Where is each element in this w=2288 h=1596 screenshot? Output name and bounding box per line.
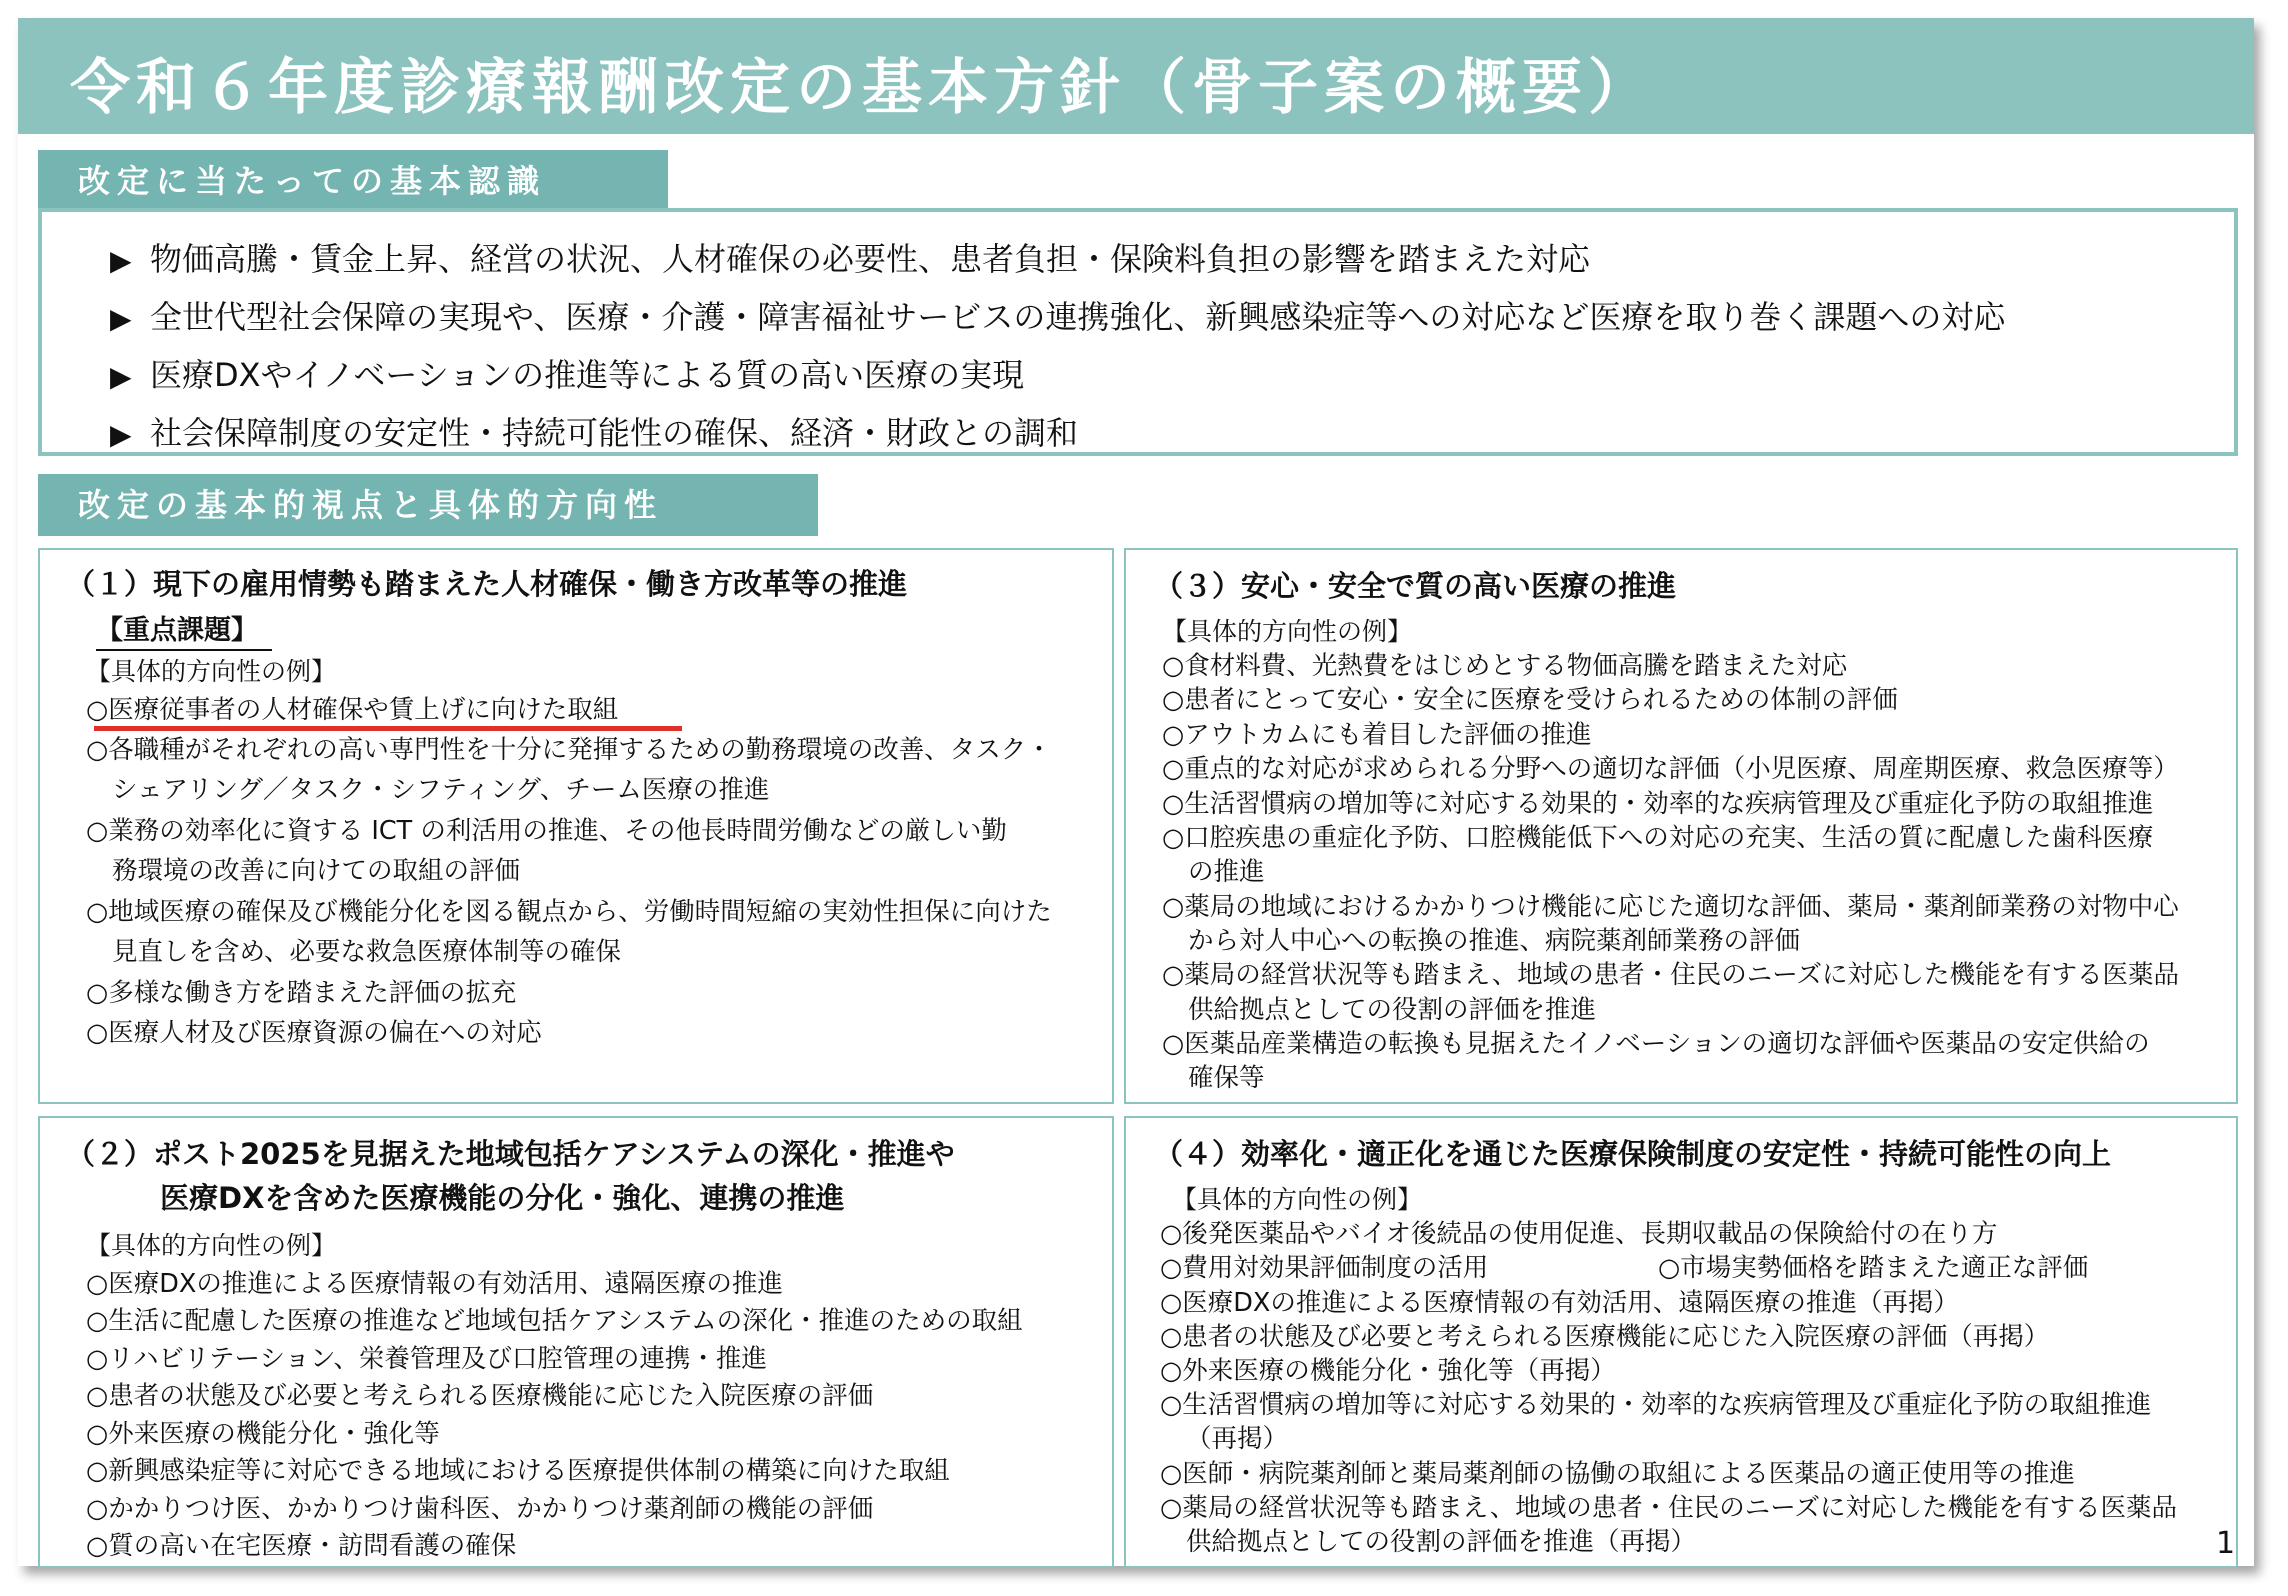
recognition-label: 改定に当たっての基本認識	[38, 150, 668, 212]
page-title: 令和６年度診療報酬改定の基本方針（骨子案の概要）	[70, 53, 1654, 123]
triangle-right-icon: ▶	[110, 418, 132, 451]
viewpoint-heading: （３）安心・安全で質の高い医療の推進	[1154, 569, 1677, 603]
viewpoints-label: 改定の基本的視点と具体的方向性	[38, 474, 818, 536]
list-item: ○食材料費、光熱費をはじめとする物価高騰を踏まえた対応	[1162, 651, 1848, 681]
list-item: ○外来医療の機能分化・強化等（再掲）	[1160, 1356, 1616, 1386]
list-item: ○リハビリテーション、栄養管理及び口腔管理の連携・推進	[86, 1344, 767, 1374]
list-item-continued: から対人中心への転換の推進、病院薬剤師業務の評価	[1188, 926, 1801, 956]
list-item: ○地域医療の確保及び機能分化を図る観点から、労働時間短縮の実効性担保に向けた	[86, 897, 1052, 927]
list-item: ○医療人材及び医療資源の偏在への対応	[86, 1018, 542, 1048]
title-band	[18, 18, 2254, 134]
list-item: ○医師・病院薬剤師と薬局薬剤師の協働の取組による医薬品の適正使用等の推進	[1160, 1459, 2075, 1489]
examples-label: 【具体的方向性の例】	[86, 1231, 337, 1260]
list-item-continued: 確保等	[1188, 1063, 1265, 1093]
recognition-item: ▶ 物価高騰・賃金上昇、経営の状況、人材確保の必要性、患者負担・保険料負担の影響を踏まえた対応	[110, 240, 1591, 278]
list-item: ○薬局の経営状況等も踏まえ、地域の患者・住民のニーズに対応した機能を有する医薬品	[1162, 960, 2180, 990]
list-item: ○後発医薬品やバイオ後続品の使用促進、長期収載品の保険給付の在り方	[1160, 1219, 1998, 1249]
examples-label: 【具体的方向性の例】	[86, 657, 337, 686]
list-item: ○薬局の地域におけるかかりつけ機能に応じた適切な評価、薬局・薬剤師業務の対物中心	[1162, 892, 2179, 922]
list-item: ○医療DXの推進による医療情報の有効活用、遠隔医療の推進（再掲）	[1160, 1288, 1959, 1318]
list-item: ○患者の状態及び必要と考えられる医療機能に応じた入院医療の評価（再掲）	[1160, 1322, 2050, 1352]
list-item: ○口腔疾患の重症化予防、口腔機能低下への対応の充実、生活の質に配慮した歯科医療	[1162, 823, 2154, 853]
slide	[18, 18, 2254, 1566]
list-item: ○質の高い在宅医療・訪問看護の確保	[86, 1531, 517, 1561]
list-item: ○多様な働き方を踏まえた評価の拡充	[86, 978, 517, 1008]
examples-label: 【具体的方向性の例】	[1162, 617, 1413, 646]
recognition-item: ▶ 社会保障制度の安定性・持続可能性の確保、経済・財政との調和	[110, 414, 1079, 452]
viewpoint-box-2	[38, 1116, 1114, 1568]
list-item: ○患者にとって安心・安全に医療を受けられるための体制の評価	[1162, 685, 1898, 715]
list-item: ○医薬品産業構造の転換も見据えたイノベーションの適切な評価や医薬品の安定供給の	[1162, 1029, 2150, 1059]
list-item: ○患者の状態及び必要と考えられる医療機能に応じた入院医療の評価	[86, 1381, 874, 1411]
list-item: ○費用対効果評価制度の活用	[1160, 1253, 1489, 1283]
list-item: ○生活習慣病の増加等に対応する効果的・効率的な疾病管理及び重症化予防の取組推進	[1160, 1390, 2152, 1420]
list-item: ○外来医療の機能分化・強化等	[86, 1419, 440, 1449]
triangle-right-icon: ▶	[110, 244, 132, 277]
list-item: ○市場実勢価格を踏まえた適正な評価	[1658, 1253, 2089, 1283]
list-item: ○生活に配慮した医療の推進など地域包括ケアシステムの深化・推進のための取組	[86, 1306, 1023, 1336]
list-item-continued: の推進	[1188, 857, 1265, 887]
list-item-continued: （再掲）	[1186, 1424, 1289, 1454]
viewpoint-box-1	[38, 548, 1114, 1104]
list-item: ○生活習慣病の増加等に対応する効果的・効率的な疾病管理及び重症化予防の取組推進	[1162, 789, 2154, 819]
list-item-continued: 供給拠点としての役割の評価を推進（再掲）	[1186, 1527, 1697, 1557]
list-item: ○業務の効率化に資する ICT の利活用の推進、その他長時間労働などの厳しい勤	[86, 816, 1007, 846]
list-item: ○薬局の経営状況等も踏まえ、地域の患者・住民のニーズに対応した機能を有する医薬品	[1160, 1493, 2178, 1523]
viewpoint-heading: （２）ポスト2025を見据えた地域包括ケアシステムの深化・推進や	[66, 1137, 955, 1171]
list-item-continued: 見直しを含め、必要な救急医療体制等の確保	[112, 937, 621, 967]
viewpoint-box-4	[1124, 1116, 2238, 1568]
list-item: ○各職種がそれぞれの高い専門性を十分に発揮するための勤務環境の改善、タスク・	[86, 735, 1052, 765]
list-item-continued: 務環境の改善に向けての取組の評価	[112, 856, 521, 886]
recognition-item: ▶ 全世代型社会保障の実現や、医療・介護・障害福祉サービスの連携強化、新興感染症等への対応など医療を取り巻く課題への対応	[110, 298, 2006, 336]
viewpoint-heading: （１）現下の雇用情勢も踏まえた人材確保・働き方改革等の推進	[66, 567, 908, 601]
list-item: ○新興感染症等に対応できる地域における医療提供体制の構築に向けた取組	[86, 1456, 950, 1486]
recognition-box	[38, 208, 2238, 456]
list-item-continued: 供給拠点としての役割の評価を推進	[1188, 995, 1597, 1025]
triangle-right-icon: ▶	[110, 302, 132, 335]
list-item: ○医療DXの推進による医療情報の有効活用、遠隔医療の推進	[86, 1269, 783, 1299]
recognition-item: ▶ 医療DXやイノベーションの推進等による質の高い医療の実現	[110, 356, 1025, 394]
list-item: ○アウトカムにも着目した評価の推進	[1162, 720, 1592, 750]
viewpoint-heading-line2: 医療DXを含めた医療機能の分化・強化、連携の推進	[160, 1181, 845, 1215]
viewpoint-box-3	[1124, 548, 2238, 1104]
triangle-right-icon: ▶	[110, 360, 132, 393]
list-item: ○重点的な対応が求められる分野への適切な評価（小児医療、周産期医療、救急医療等）	[1162, 754, 2179, 784]
examples-label: 【具体的方向性の例】	[1172, 1185, 1423, 1214]
list-item: ○かかりつけ医、かかりつけ歯科医、かかりつけ薬剤師の機能の評価	[86, 1494, 874, 1524]
list-item-continued: シェアリング／タスク・シフティング、チーム医療の推進	[112, 775, 770, 805]
list-item: ○医療従事者の人材確保や賃上げに向けた取組	[86, 695, 619, 725]
viewpoint-heading: （４）効率化・適正化を通じた医療保険制度の安定性・持続可能性の向上	[1154, 1137, 2112, 1171]
page-number: 1	[2216, 1526, 2236, 1561]
priority-label: 【重点課題】	[96, 608, 272, 651]
